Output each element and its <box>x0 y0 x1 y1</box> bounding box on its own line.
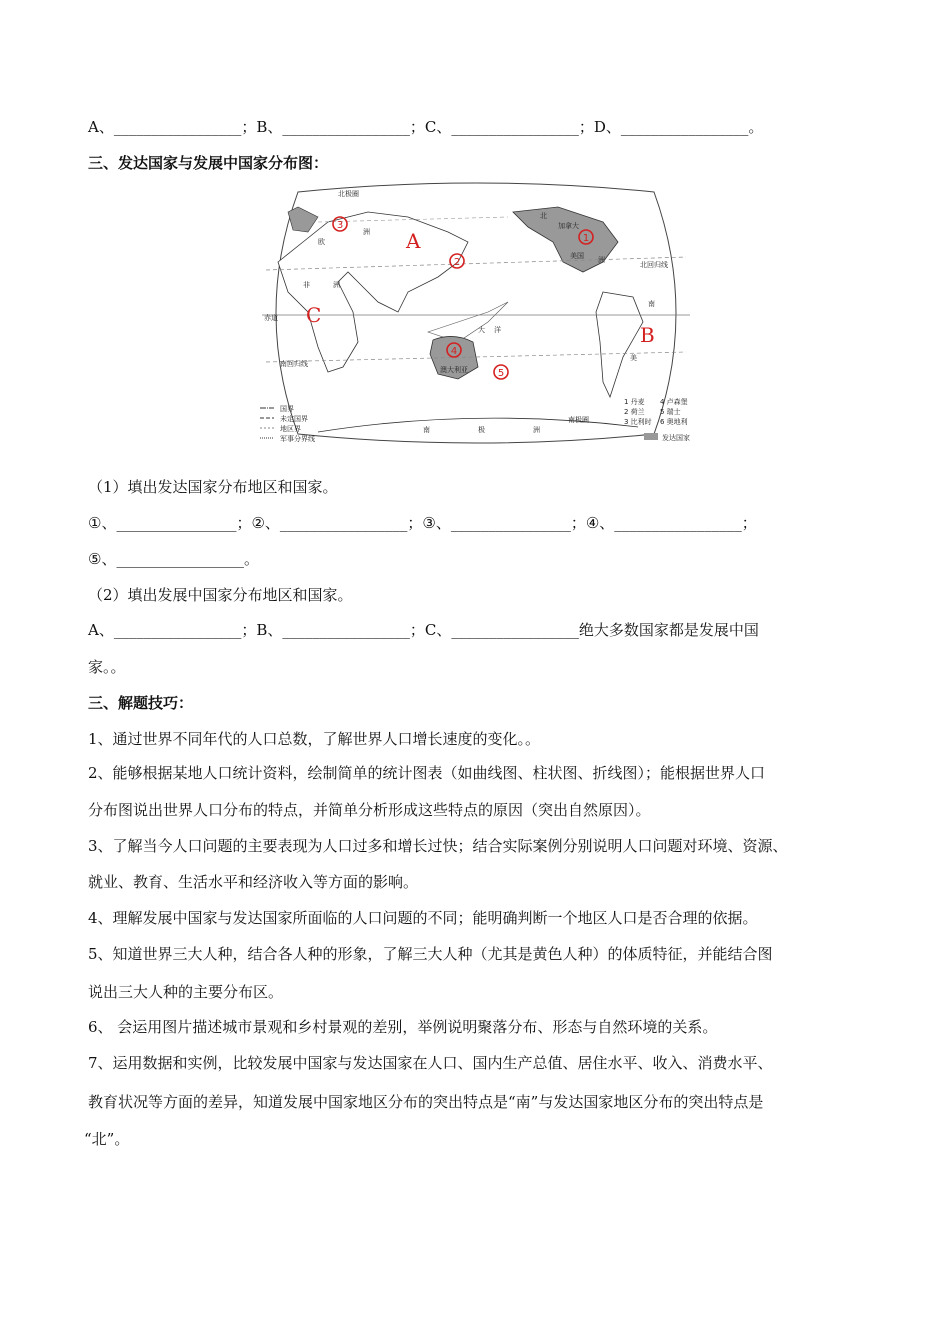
region-label: 欧 <box>318 238 325 246</box>
svg-text:6 奥地利: 6 奥地利 <box>660 418 688 426</box>
tip-3-cont: 就业、教育、生活水平和经济收入等方面的影响。 <box>88 873 419 891</box>
antarctic-circle-label: 南极圈 <box>568 416 589 424</box>
map-label-a: A <box>406 229 421 253</box>
tip-7-cont: 教育状况等方面的差异，知道发展中国家地区分布的突出特点是“南”与发达国家地区分布的突出特点是 <box>88 1093 764 1111</box>
region-label: 美 <box>630 354 637 362</box>
tip-2-cont: 分布图说出世界人口分布的特点，并简单分析形成这些特点的原因（突出自然原因）。 <box>88 801 651 819</box>
region-label: 洲 <box>333 281 340 289</box>
region-label: 大 <box>478 326 485 334</box>
map-label-b: B <box>640 323 655 347</box>
tip-7-end: “北”。 <box>84 1130 130 1148</box>
tip-5-cont: 说出三大人种的主要分布区。 <box>88 983 284 1001</box>
svg-text:1: 1 <box>582 233 590 244</box>
region-label: 南 <box>423 426 430 434</box>
region-label: 澳大利亚 <box>440 366 468 374</box>
equator-label: 赤道 <box>264 314 278 322</box>
svg-text:国界: 国界 <box>280 405 294 413</box>
region-label: 美国 <box>570 252 584 260</box>
region-label: 北 <box>540 212 547 220</box>
tip-7: 7、运用数据和实例，比较发展中国家与发达国家在人口、国内生产总值、居住水平、收入、消费水平、 <box>88 1054 773 1072</box>
world-map-developed-countries <box>258 182 694 444</box>
region-label: 非 <box>303 281 310 289</box>
svg-text:4 卢森堡: 4 卢森堡 <box>660 398 688 406</box>
region-label: 洲 <box>363 228 370 236</box>
svg-text:2: 2 <box>453 257 461 268</box>
svg-text:4: 4 <box>450 346 458 357</box>
region-label: 洲 <box>598 256 605 264</box>
svg-text:2 荷兰: 2 荷兰 <box>624 408 645 416</box>
question-2: （2）填出发展中国家分布地区和国家。 <box>88 586 353 604</box>
svg-text:3: 3 <box>336 220 344 231</box>
tip-6: 6、 会运用图片描述城市景观和乡村景观的差别，举例说明聚落分布、形态与自然环境的关系。 <box>88 1018 718 1036</box>
region-label: 加拿大 <box>558 222 579 230</box>
tip-1: 1、通过世界不同年代的人口总数，了解世界人口增长速度的变化。。 <box>88 730 541 748</box>
svg-text:5 瑞士: 5 瑞士 <box>660 408 681 416</box>
question-1: （1）填出发达国家分布地区和国家。 <box>88 478 338 496</box>
svg-text:地区界: 地区界 <box>280 425 301 433</box>
region-label: 洋 <box>494 326 501 334</box>
fill-blank-5: ⑤、_________________。 <box>88 550 259 568</box>
tropic-of-cancer-label: 北回归线 <box>640 261 668 269</box>
tip-2: 2、能够根据某地人口统计资料，绘制简单的统计图表（如曲线图、柱状图、折线图）；能根据世界人口 <box>88 764 766 782</box>
tip-4: 4、理解发展中国家与发达国家所面临的人口问题的不同；能明确判断一个地区人口是否合理的依据。 <box>88 909 758 927</box>
section-heading-tips: 三、解题技巧： <box>88 694 194 712</box>
arctic-circle-label: 北极圈 <box>338 190 359 198</box>
svg-text:1 丹麦: 1 丹麦 <box>624 398 645 406</box>
svg-text:5: 5 <box>497 368 505 379</box>
text-line: 家。。 <box>88 658 126 676</box>
svg-text:未定国界: 未定国界 <box>280 415 308 423</box>
tip-3: 3、了解当今人口问题的主要表现为人口过多和增长过快；结合实际案例分别说明人口问题对环境、资源、 <box>88 837 788 855</box>
map-label-c: C <box>306 303 322 327</box>
region-label: 洲 <box>533 426 540 434</box>
section-heading-map: 三、发达国家与发展中国家分布图： <box>88 154 329 172</box>
fill-blank-abcd: A、_________________；B、_________________；C、_________________；D、_________________。 <box>88 118 764 136</box>
svg-text:军事分界线: 军事分界线 <box>280 435 315 443</box>
svg-text:发达国家: 发达国家 <box>662 434 690 442</box>
fill-blank-1-4: ①、________________；②、_________________；③、________________；④、_________________； <box>88 514 757 532</box>
tip-5: 5、知道世界三大人种，结合各人种的形象，了解三大人种（尤其是黄色人种）的体质特征，并能结合图 <box>88 945 773 963</box>
svg-text:3 比利时: 3 比利时 <box>624 418 652 426</box>
tropic-of-capricorn-label: 南回归线 <box>280 360 308 368</box>
region-label: 极 <box>478 426 485 434</box>
region-label: 南 <box>648 300 655 308</box>
fill-blank-abc: A、_________________；B、_________________；C、_________________绝大多数国家都是发展中国 <box>88 621 759 639</box>
